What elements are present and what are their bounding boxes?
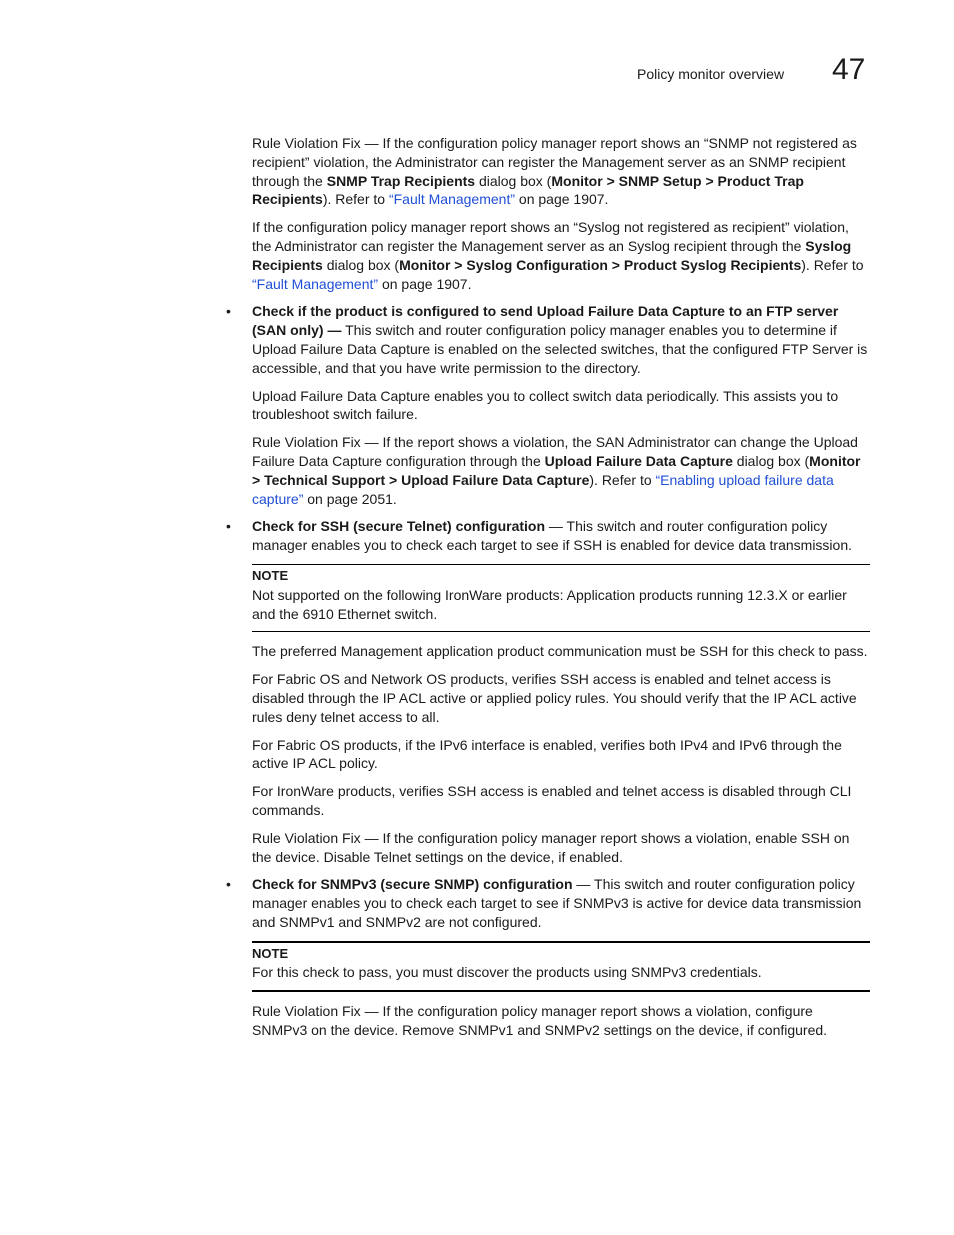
paragraph-upload-failure-desc: Upload Failure Data Capture enables you to collect switch data periodically. This assists you to troubleshoot switch failure.	[252, 387, 839, 423]
note-text: For this check to pass, you must discover the products using SNMPv3 credentials.	[252, 964, 762, 981]
bullet-heading: Check for SNMPv3 (secure SNMP) configuration	[252, 876, 573, 893]
chapter-number: 47	[832, 53, 866, 86]
ui-term: SNMP Trap Recipients	[326, 172, 476, 189]
note-box	[252, 941, 870, 993]
bullet-heading: Check for SSH (secure Telnet) configuration	[252, 518, 546, 535]
paragraph-ssh-fix: Rule Violation Fix — If the configuration policy manager report shows a violation, enable SSH on the device. Disable Telnet settings on the device, if enabled.	[252, 829, 850, 865]
paragraph-fabric-os-ipv6: For Fabric OS products, if the IPv6 interface is enabled, verifies both IPv4 and IPv6 through the active IP ACL policy.	[252, 736, 842, 772]
bullet-marker: •	[226, 876, 231, 893]
cross-reference-link[interactable]: “Enabling upload failure data capture”	[252, 471, 834, 507]
ui-term: Upload Failure Data Capture	[544, 452, 733, 469]
page-body	[226, 134, 870, 1049]
paragraph-upload-failure-fix: Rule Violation Fix — If the report shows a violation, the SAN Administrator can change the Upload Failure Data Capture configuration through the Upload Failure Data Capture dialog box (Monitor > Technical Support > Upload Failure Data Capture). Refer to “Enabling upload failure data capture” on page 2051.	[252, 434, 861, 507]
bullet-ssh-check: • Check for SSH (secure Telnet) configuration — This switch and router configuration policy manager enables you to check each target to see if SSH is enabled for device data transmission.	[226, 518, 853, 554]
paragraph-snmp-fix: Rule Violation Fix — If the configuration policy manager report shows an “SNMP not registered as recipient” violation, the Administrator can register the Management server as an SNMP recipient through the SNMP Trap Recipients dialog box (Monitor > SNMP Setup > Product Trap Recipients). Refer to “Fault Management” on page 1907.	[252, 135, 857, 208]
cross-reference-link[interactable]: “Fault Management”	[252, 275, 379, 292]
bullet-upload-failure-check: • Check if the product is configured to send Upload Failure Data Capture to an FTP server (SAN only) — This switch and router configuration policy manager enables you to determine if Upload Failure Data Capture is enabled on the selected switches, that the configured FTP Server is accessible, and that you have write permission to the directory.	[226, 303, 868, 376]
bullet-marker: •	[226, 518, 231, 535]
note-label: NOTE	[252, 567, 289, 583]
paragraph-ssh-preferred: The preferred Management application product communication must be SSH for this check to pass.	[252, 643, 868, 660]
note-box	[252, 564, 870, 632]
ui-term: Syslog Recipients	[252, 237, 852, 273]
paragraph-syslog-fix: If the configuration policy manager report shows an “Syslog not registered as recipient” violation, the Administrator can register the Management server as an Syslog recipient through the Syslog Recipients dialog box (Monitor > Syslog Configuration > Product Syslog Recipients). Refer to “Fault Management” on page 1907.	[252, 219, 864, 292]
menu-path: Monitor > SNMP Setup > Product Trap Recipients	[252, 172, 804, 208]
bullet-snmpv3-check: • Check for SNMPv3 (secure SNMP) configuration — This switch and router configuration policy manager enables you to check each target to see if SNMPv3 is active for device data transmission and SNMPv1 and SNMPv2 are not configured.	[226, 876, 862, 930]
paragraph-ironware: For IronWare products, verifies SSH access is enabled and telnet access is disabled through CLI commands.	[252, 783, 852, 818]
bullet-marker: •	[226, 303, 231, 320]
cross-reference-link[interactable]: “Fault Management”	[388, 191, 516, 208]
menu-path: Monitor > Technical Support > Upload Failure Data Capture	[252, 452, 861, 488]
bullet-heading: Check if the product is configured to send Upload Failure Data Capture to an FTP server (SAN only) —	[252, 303, 839, 339]
note-label: NOTE	[252, 945, 289, 961]
paragraph-snmpv3-fix: Rule Violation Fix — If the configuration policy manager report shows a violation, configure SNMPv3 on the device. Remove SNMPv1 and SNMPv2 settings on the device, if configured.	[252, 1003, 828, 1039]
menu-path: Monitor > Syslog Configuration > Product Syslog Recipients	[399, 256, 802, 273]
note-text: Not supported on the following IronWare products: Application products running 12.3.X or earlier and the 6910 Ethernet switch.	[252, 586, 847, 622]
header-section-title: Policy monitor overview	[637, 66, 785, 82]
paragraph-fabric-network-os: For Fabric OS and Network OS products, verifies SSH access is enabled and telnet access is disabled through the IP ACL active or applied policy rules. You should verify that the IP ACL active rules deny telnet access to all.	[252, 671, 857, 725]
